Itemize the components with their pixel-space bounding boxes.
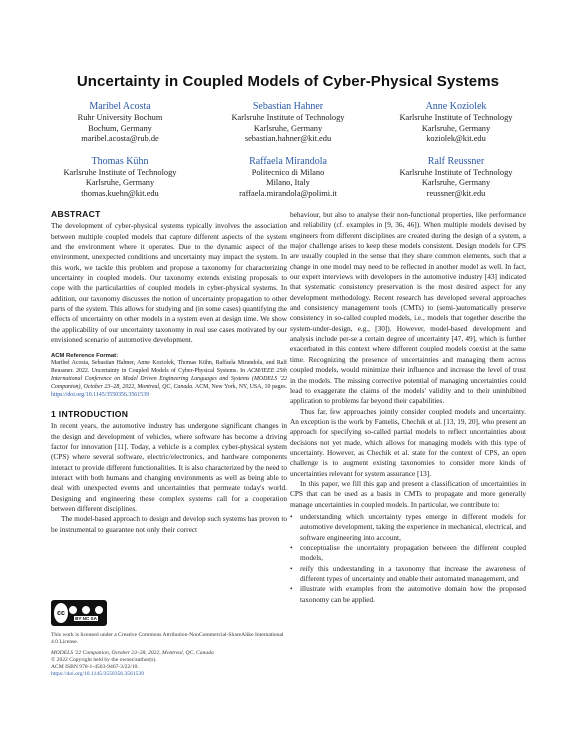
author-card [208,155,368,200]
attribution-icon [68,605,78,615]
author-affiliation: Ruhr University Bochum [77,113,163,122]
author-name: Maribel Acosta [89,101,151,112]
noncommercial-icon [81,605,91,615]
contribution-list [290,512,526,605]
list-item: • conceptualise the uncertainty propagation between the different coupled models, [290,543,526,563]
license-text [51,632,287,679]
license-statement: This work is licensed under a Creative Commons Attribution-NonCommercial-ShareAlike International 4.0 License. [51,632,284,646]
cc-badge-label: BY NC SA [75,616,97,621]
list-item: • illustrate with examples from the automotive domain how the proposed taxonomy can be applied. [290,584,526,604]
acm-reference-authors: Maribel Acosta, Sebastian Hahner, Anne Koziolek, Thomas Kühn, Raffaela Mirandola, and Ralf Reussner. 2022. Uncertainty in Coupled Models of Cyber-Physical Systems. In [51,360,287,375]
license-venue: MODELS '22 Companion, October 23–28, 2022, Montreal, QC, Canada [51,649,214,656]
list-item: • reify this understanding in a taxonomy that increase the awareness of different types of uncertainty and enable their automated management, and [290,563,526,584]
author-name: Anne Koziolek [425,101,487,112]
author-card [40,100,200,145]
author-name: Raffaela Mirandola [249,155,327,167]
author-location: Milano, Italy [266,178,310,188]
author-email[interactable]: maribel.acosta@rub.de [81,134,159,144]
creative-commons-badge-icon[interactable] [51,600,107,626]
author-affiliation: Karlsruhe Institute of Technology [399,167,513,177]
author-name: Ralf Reussner [427,155,485,167]
author-email[interactable]: koziolek@kit.edu [426,134,486,144]
bullet-icon: • [290,584,293,594]
left-column [51,209,287,535]
author-affiliation: Karlsruhe Institute of Technology [63,167,177,177]
list-item: • understanding which uncertainty types emerge in different models for automotive development, taking the experience in mechanical, electrical, and software engineering into account, [290,511,526,542]
author-name: Sebastian Hahner [252,101,324,112]
author-affiliation: Karlsruhe Institute of Technology [231,113,345,122]
cc-logo-icon: cc [54,603,68,623]
author-location: Karlsruhe, Germany [85,178,155,188]
author-email[interactable]: thomas.kuehn@kit.edu [81,188,159,198]
author-card [376,155,536,200]
author-row-2 [40,155,536,200]
author-email[interactable]: sebastian.hahner@kit.edu [244,134,332,144]
author-name: Thomas Kühn [91,155,149,167]
author-location: Bochum, Germany [88,123,152,133]
bullet-icon: • [290,511,293,521]
intro-paragraph-1: In recent years, the automotive industry has undergone significant changes in the design and development of vehicles, where software has become a driving factor for innovation [11]. Today, a vehicle is a complex cyber-physical system (CPS) where several software, electric/electronics, and hardware components interact to provide different functionalities. It is also characterized by the need to interact with both humans and changing environments as well as being able to deal with unexpected events and uncertainties that permeate today's world. Designing and engineering these complex systems call for a cooperation between different disciplines. [51,421,287,514]
author-affiliation: Politecnico di Milano [251,167,325,177]
author-card [40,155,200,200]
abstract-heading: ABSTRACT [51,209,101,219]
author-card [208,100,368,145]
right-column [290,210,526,605]
intro-paragraph-2: The model-based approach to design and develop such systems has proven to be instrumental to guarantee not only their correct [51,514,287,534]
acm-reference-publisher: ACM, New York, NY, USA, 10 pages. [193,384,287,391]
author-email[interactable]: raffaela.mirandola@polimi.it [239,188,337,198]
author-location: Karlsruhe, Germany [421,178,491,188]
sharealike-icon [94,605,104,615]
author-block [40,100,536,210]
license-block [51,600,287,679]
acm-reference-doi-link[interactable]: https://doi.org/10.1145/3550356.3561539 [51,392,150,399]
author-card [376,100,536,145]
license-isbn: ACM ISBN 978-1-4503-9467-3/22/10. [51,664,139,671]
author-email[interactable]: reussner@kit.edu [426,188,486,198]
bullet-icon: • [290,563,293,573]
right-paragraph-1: behaviour, but also to analyse their non-functional properties, like performance and reliability (cf. examples in [9, 36, 46]). When multiple models devised by engineers from different disciplines are created during the design of a system, a major challenge arises to keep these models consistent. Design models for CPS are usually coupled in the sense that they share common elements, such that a change in one model may need to be reflected in another model as well. In fact, our expert interviews with developers in the automotive industry [43] indicated that systematic consistency preservation is the most desired aspect for any development methodology. Recent research has developed several approaches and consistency management tools (CMTs) to (semi-)automatically preserve consistency in so-called coupled models, i.e., models that together describe the system-under-design, e.g., [30]). However, model-based development and analysis include per-se a certain degree of uncertainty [47, 49], which is further exacerbated in this context where different coupled models coexist at the same time. Recognizing the presence of uncertainties and managing them across coupled models, would minimize their influence and increase the level of trust in the models. The missing corrective potential of managing uncertainties could lead to exaggerate the claims of the models' validity and to their uninhibited application to problems far beyond their capabilities. [290,210,526,406]
acm-reference-text [51,360,287,400]
paper-title: Uncertainty in Coupled Models of Cyber-Physical Systems [76,73,500,90]
license-copyright: © 2022 Copyright held by the owner/author(s). [51,656,157,663]
author-affiliation: Karlsruhe Institute of Technology [399,113,513,122]
acm-reference-venue: ACM/IEEE 25th International Conference on Model Driven Engineering Languages and Systems (MODELS '22 Companion), October 23–28, 2022, Montreal, QC, Canada. [51,368,287,391]
bullet-icon: • [290,543,293,552]
license-doi-link[interactable]: https://doi.org/10.1145/3550356.3561539 [51,671,145,678]
author-row-1 [40,100,536,145]
abstract-text: The development of cyber-physical systems typically involves the association between multiple coupled models that capture different aspects of the system and the environment where it operates. Due to the dynamic aspect of the environment, unexpected conditions and uncertainty may impact the system. In this work, we tackle this problem and propose a taxonomy for characterizing uncertainty in coupled models. Our taxonomy extends existing proposals to cope with the particularities of coupled models in cyber-physical systems. In addition, our taxonomy discusses the notion of uncertainty propagation to other parts of the system. This allows for studying and (in some cases) quantifying the effects of uncertainty on other models in a system even at design time. We show the applicability of our uncertainty taxonomy in real use cases motivated by our envisioned scenario of automotive development. [51,221,287,345]
right-paragraph-3: In this paper, we fill this gap and present a classification of uncertainties in CPS that can be used as a basis in CMTs to propagate and more generally manage uncertainties in coupled models. In particular, we contribute to: [290,478,526,509]
author-location: Karlsruhe, Germany [421,123,491,133]
author-location: Karlsruhe, Germany [253,123,323,133]
right-paragraph-2: Thus far, few approaches jointly consider coupled models and uncertainty. An exception is the work by Famelis, Chechik et al. [13, 19, 20], who present an approach for specifying so-called partial models to reflect uncertainties about decisions not yet made, which allows for managing models with this type of uncertainty. However, as Chechik et al. state for the context of CPS, an open challenge is to augment existing taxonomies to consider more kinds of uncertainties relevant for system assurance [13]. [290,406,526,478]
introduction-heading: 1 INTRODUCTION [51,409,129,419]
acm-reference-heading: ACM Reference Format: [51,353,119,360]
